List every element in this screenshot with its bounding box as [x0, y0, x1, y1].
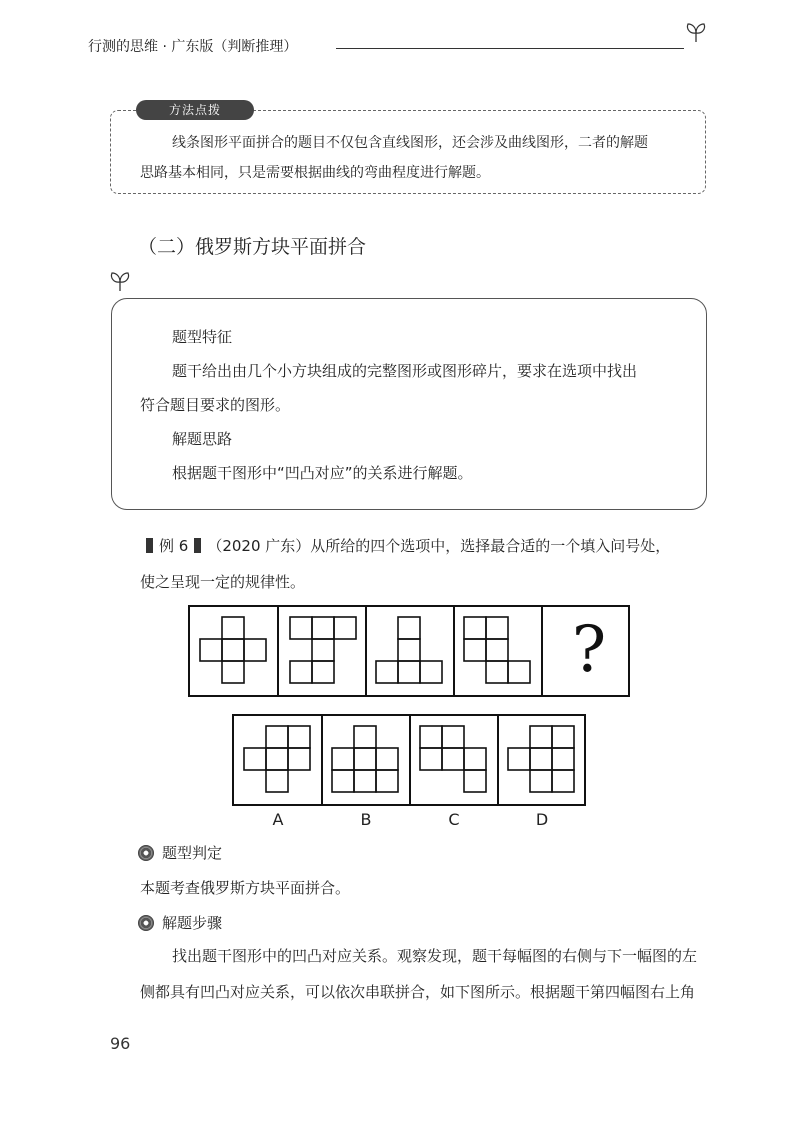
option-figure-d: [508, 726, 574, 792]
stem-figure-1: [200, 617, 266, 683]
section-title: （二）俄罗斯方块平面拼合: [138, 236, 367, 258]
steps-heading: [138, 912, 222, 933]
type-heading-text: 题型判定: [162, 844, 223, 862]
feature-text-1a: 题干给出由几个小方块组成的完整图形或图形碎片，要求在选项中找出: [172, 362, 638, 380]
stem-figure-4: [464, 617, 530, 683]
steps-text: [140, 938, 710, 1010]
steps-line-2: 侧都具有凹凸对应关系，可以依次串联拼合，如下图所示。根据题干第四幅图右上角: [140, 983, 696, 1001]
question-label: 例 6: [159, 537, 189, 555]
sprout-icon: [684, 20, 708, 44]
page-number: 96: [110, 1034, 131, 1053]
option-label-a: A: [272, 810, 284, 829]
option-label-d: D: [535, 810, 549, 829]
header-title: 行测的思维 · 广东版（判断推理）: [88, 39, 298, 55]
tip-line-2: 思路基本相同，只是需要根据曲线的弯曲程度进行解题。: [140, 165, 490, 181]
feature-text-1b: 符合题目要求的图形。: [140, 396, 291, 414]
tip-line-1: 线条图形平面拼合的题目不仅包含直线图形，还会涉及曲线图形，二者的解题: [172, 135, 648, 151]
feature-heading-2: 解题思路: [172, 430, 233, 448]
type-heading: [138, 842, 222, 863]
question-mark: ?: [571, 613, 607, 687]
option-figure-c: [420, 726, 486, 792]
feature-content: [140, 320, 685, 490]
question-line-2: 使之呈现一定的规律性。: [140, 573, 306, 591]
type-text: [140, 870, 710, 906]
tip-text: [140, 128, 680, 188]
type-text-line: 本题考查俄罗斯方块平面拼合。: [140, 879, 351, 897]
steps-line-1: 找出题干图形中的凹凸对应关系。观察发现，题干每幅图的右侧与下一幅图的左: [172, 947, 698, 965]
bullet-disc-icon: [138, 915, 154, 931]
option-label-c: C: [448, 810, 460, 829]
stem-figure-2: [290, 617, 356, 683]
sprout-icon: [108, 270, 132, 292]
steps-heading-text: 解题步骤: [162, 914, 223, 932]
bracket-right-mark: [194, 538, 201, 553]
question-line-1: （2020 广东）从所给的四个选项中，选择最合适的一个填入问号处，: [207, 537, 671, 555]
page-header: [88, 34, 708, 58]
option-figures-drawing: [234, 716, 584, 804]
bracket-left-mark: [146, 538, 153, 553]
header-rule: [336, 48, 684, 49]
tip-label: 方法点拨: [136, 100, 254, 120]
question-text: [140, 528, 720, 600]
stem-figure-3: [376, 617, 442, 683]
feature-text-2: 根据题干图形中“凹凸对应”的关系进行解题。: [172, 464, 473, 482]
feature-heading-1: 题型特征: [172, 328, 233, 346]
bullet-disc-icon: [138, 845, 154, 861]
option-label-b: B: [360, 810, 372, 829]
option-figures: [232, 714, 586, 806]
option-figure-b: [332, 726, 398, 792]
option-figure-a: [244, 726, 310, 792]
